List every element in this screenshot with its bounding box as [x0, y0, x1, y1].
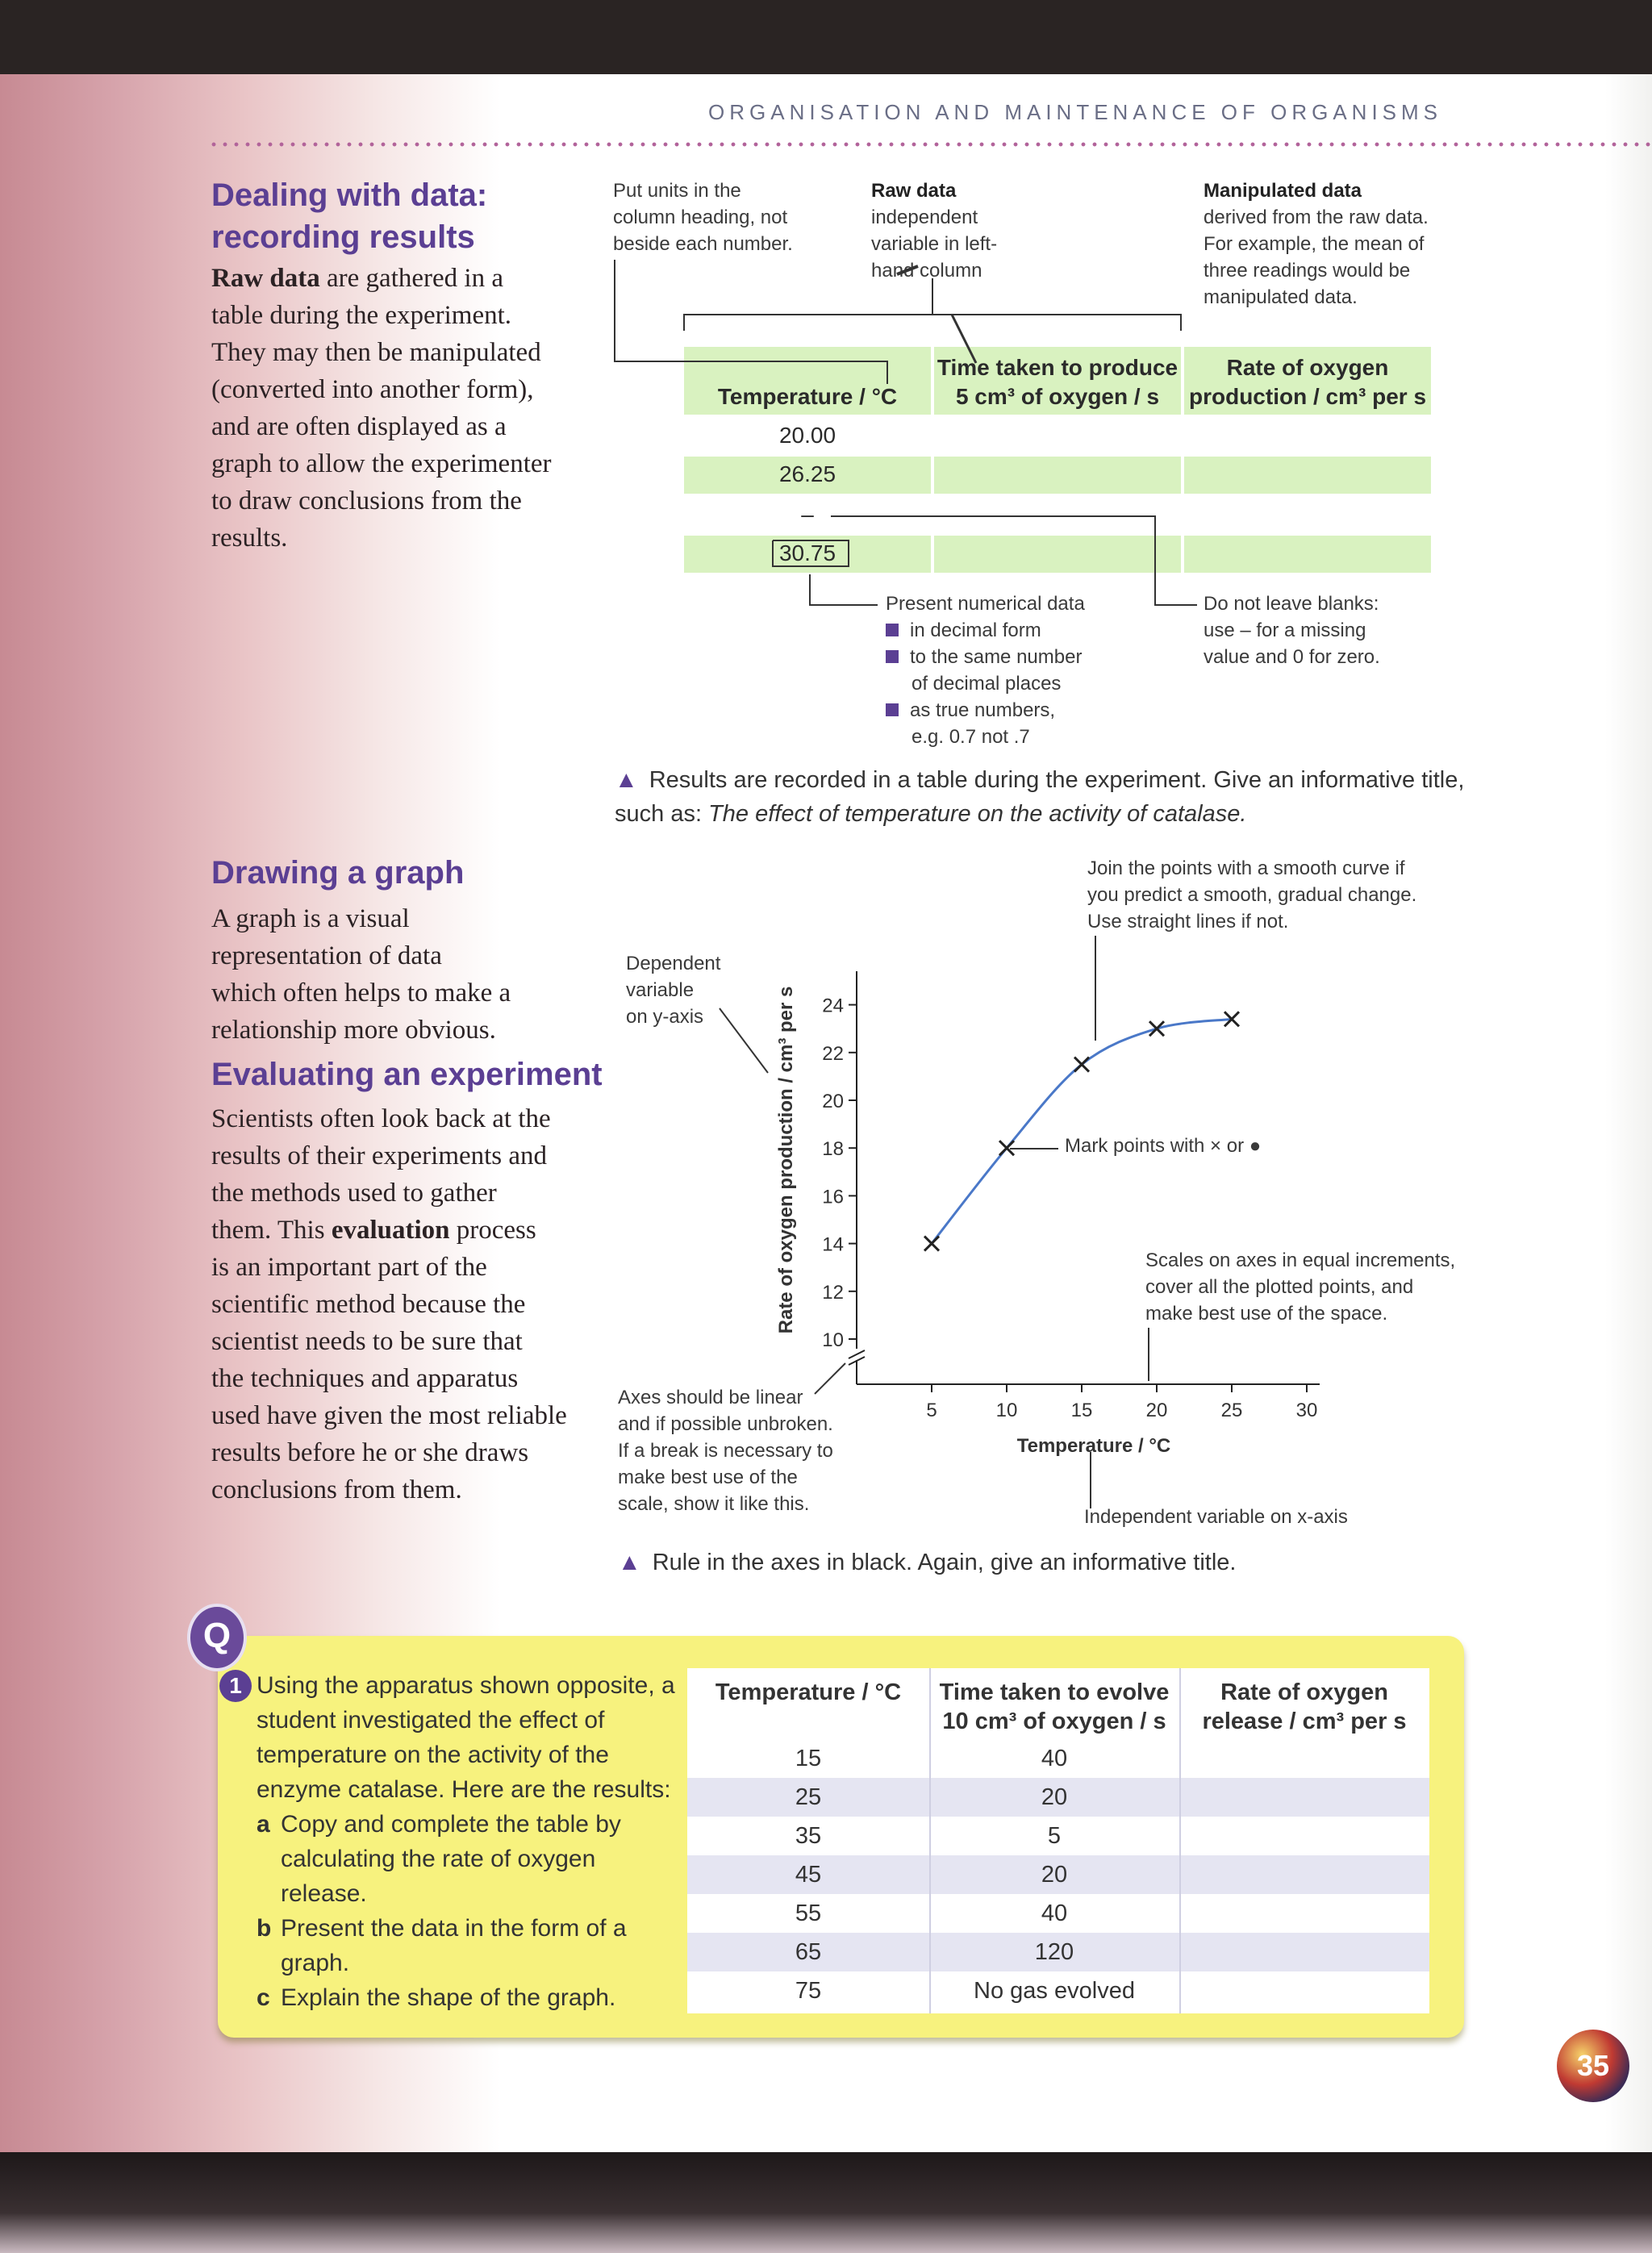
question-line: enzyme catalase. Here are the results: — [257, 1776, 671, 1803]
data-curve — [932, 1019, 1232, 1243]
heading-drawing-graph: Drawing a graph — [211, 855, 465, 891]
text-line: the methods used to gather — [211, 1179, 497, 1208]
y-axis-label: Rate of oxygen production / cm³ per s — [775, 986, 797, 1334]
scan-edge — [0, 2152, 1652, 2253]
note-line: hand column — [871, 260, 982, 282]
triangle-icon: ▲ — [615, 767, 638, 793]
column-divider — [929, 1668, 931, 2013]
note-line: on y-axis — [626, 1006, 704, 1028]
note-line: If a break is necessary to — [618, 1440, 833, 1462]
question-line: Explain the shape of the graph. — [281, 1984, 616, 2011]
text-line: results before he or she draws — [211, 1438, 529, 1467]
caption-text: Rule in the axes in black. Again, give an informative title. — [652, 1550, 1237, 1575]
note-line: Join the points with a smooth curve if — [1087, 857, 1405, 879]
note-line: scale, show it like this. — [618, 1493, 810, 1515]
note-line: derived from the raw data. — [1204, 207, 1429, 228]
table-cell: 20 — [1041, 1862, 1068, 1888]
triangle-icon: ▲ — [618, 1550, 641, 1575]
chart-axes — [849, 971, 1320, 1384]
table-cell: 40 — [1041, 1900, 1068, 1926]
note-line: independent — [871, 207, 978, 228]
table-cell: No gas evolved — [974, 1978, 1135, 2004]
note-line: beside each number. — [613, 233, 793, 255]
bullet-text: as true numbers, — [910, 699, 1056, 721]
note-title: Present numerical data — [886, 593, 1085, 615]
independent-variable-note: Independent variable on x-axis — [1084, 1506, 1348, 1528]
page-number: 35 — [1557, 2030, 1629, 2102]
question-number: 1 — [219, 1670, 252, 1702]
running-head: ORGANISATION AND MAINTENANCE OF ORGANISMS — [708, 100, 1443, 124]
question-line: Present the data in the form of a — [281, 1915, 627, 1942]
note-line: Dependent — [626, 953, 721, 974]
caption-text: such as: — [615, 801, 702, 827]
note-title: Manipulated data — [1204, 180, 1362, 202]
bullet-text: to the same number — [910, 646, 1083, 668]
note-line: use – for a missing — [1204, 620, 1366, 641]
table-row — [687, 1739, 1429, 1778]
header-line: production / cm³ per s — [1188, 384, 1427, 409]
data-point-cross-marker — [924, 1237, 939, 1251]
table-row — [687, 1971, 1429, 2010]
caption-text: Results are recorded in a table during the experiment. Give an informative title, — [649, 767, 1465, 793]
note-line: variable in left- — [871, 233, 998, 255]
y-tick-label: 22 — [822, 1042, 844, 1065]
bullet-text: of decimal places — [912, 673, 1062, 695]
table-cell: 75 — [795, 1978, 822, 2004]
part-letter: c — [257, 1984, 270, 2011]
question-text — [257, 1668, 676, 1807]
qtable-header-temperature: Temperature / °C — [715, 1679, 902, 1705]
note-line: cover all the plotted points, and — [1145, 1276, 1414, 1298]
question-parts — [257, 1807, 676, 2015]
table-cell: 15 — [795, 1746, 822, 1771]
table-cell: 26.25 — [778, 461, 836, 486]
text-line: the techniques and apparatus — [211, 1364, 519, 1393]
chart-ticks — [822, 995, 1317, 1421]
header-line: Rate of oxygen — [1220, 1679, 1388, 1705]
y-tick-label: 10 — [822, 1329, 844, 1351]
note-line: For example, the mean of — [1204, 233, 1425, 255]
note-line: variable — [626, 979, 695, 1001]
y-tick-label: 24 — [822, 995, 844, 1017]
table-cell: 20.00 — [778, 423, 836, 448]
header-line: 10 cm³ of oxygen / s — [942, 1709, 1166, 1734]
x-tick-label: 15 — [1070, 1400, 1093, 1421]
x-tick-label: 25 — [1220, 1400, 1243, 1421]
text-line: results of their experiments and — [211, 1141, 548, 1170]
table-row — [687, 1855, 1429, 1894]
table-cell: 25 — [795, 1784, 822, 1810]
x-tick-label: 30 — [1295, 1400, 1318, 1421]
bullet-text: in decimal form — [910, 620, 1041, 641]
heading-line: recording results — [211, 219, 475, 255]
bold-term: evaluation — [331, 1216, 450, 1245]
table-row — [687, 1817, 1429, 1855]
question-table — [687, 1668, 1429, 2013]
table-cell: 30.75 — [778, 540, 836, 565]
question-line: temperature on the activity of the — [257, 1742, 609, 1768]
question-icon: Q — [190, 1607, 244, 1668]
table-row — [687, 1894, 1429, 1933]
note-title: Raw data — [871, 180, 957, 202]
note-line: make best use of the space. — [1145, 1303, 1388, 1325]
text-line: scientific method because the — [211, 1290, 526, 1319]
part-letter: b — [257, 1915, 272, 1942]
text-line: to draw conclusions from the — [211, 486, 522, 515]
text-line: (converted into another form), — [211, 375, 534, 404]
table-row — [687, 1933, 1429, 1971]
data-points — [924, 1012, 1239, 1250]
header-line: Rate of oxygen — [1226, 355, 1389, 380]
text-line: scientist needs to be sure that — [211, 1327, 523, 1356]
mark-points-note: Mark points with × or ● — [1065, 1135, 1262, 1157]
header-line: Time taken to evolve — [939, 1679, 1170, 1705]
table-cell: 40 — [1041, 1746, 1068, 1771]
table-cell: 65 — [795, 1939, 822, 1965]
x-tick-label: 10 — [995, 1400, 1018, 1421]
y-tick-label: 16 — [822, 1186, 844, 1208]
table-row — [687, 1778, 1429, 1817]
caption-italic: The effect of temperature on the activity of catalase. — [708, 801, 1247, 827]
text-line: table during the experiment. — [211, 301, 512, 330]
header-line: release / cm³ per s — [1202, 1709, 1407, 1734]
y-tick-label: 18 — [822, 1138, 844, 1161]
note-line: Axes should be linear — [618, 1387, 803, 1408]
text-line: A graph is a visual — [211, 904, 410, 933]
graph-caption — [618, 1546, 1237, 1579]
x-tick-label: 5 — [926, 1400, 937, 1421]
y-tick-label: 14 — [822, 1233, 844, 1256]
question-line: student investigated the effect of — [257, 1707, 605, 1734]
note-line: and if possible unbroken. — [618, 1413, 833, 1435]
header-line: Time taken to produce — [937, 355, 1179, 380]
y-tick-label: 12 — [822, 1281, 844, 1304]
qtable-header-rate — [1179, 1678, 1429, 1736]
text-span: process — [456, 1216, 536, 1245]
table-cell: 35 — [795, 1823, 822, 1849]
note-line: make best use of the — [618, 1467, 798, 1488]
qtable-header-time — [929, 1678, 1179, 1736]
table-cell: 20 — [1041, 1784, 1068, 1810]
question-line: Using the apparatus shown opposite, a — [257, 1672, 675, 1699]
note-line: Scales on axes in equal increments, — [1145, 1250, 1456, 1271]
column-divider — [1179, 1668, 1181, 2013]
x-axis-label: Temperature / °C — [1016, 1435, 1171, 1457]
note-line: Use straight lines if not. — [1087, 911, 1289, 932]
text-line: graph to allow the experimenter — [211, 449, 552, 478]
text-line: Scientists often look back at the — [211, 1104, 551, 1133]
data-point-cross-marker — [1074, 1058, 1089, 1072]
text-line: is an important part of the — [211, 1253, 487, 1282]
text-line: used have given the most reliable — [211, 1401, 567, 1430]
note-line: Do not leave blanks: — [1204, 593, 1379, 615]
question-line: graph. — [281, 1950, 350, 1976]
question-line: calculating the rate of oxygen — [281, 1846, 596, 1872]
data-point-cross-marker — [1149, 1021, 1164, 1036]
part-letter: a — [257, 1811, 270, 1838]
note-line: you predict a smooth, gradual change. — [1087, 884, 1417, 906]
text-line: are gathered in a — [327, 264, 503, 293]
text-line: representation of data — [211, 941, 442, 970]
table-cell: 55 — [795, 1900, 822, 1926]
question-line: release. — [281, 1880, 367, 1907]
text-line: They may then be manipulated — [211, 338, 541, 367]
table-cell: 5 — [1047, 1823, 1062, 1849]
note-line: three readings would be — [1204, 260, 1411, 282]
text-line: results. — [211, 524, 288, 553]
text-line: which often helps to make a — [211, 978, 511, 1008]
table-cell: 45 — [795, 1862, 822, 1888]
note-line: value and 0 for zero. — [1204, 646, 1380, 668]
note-line: column heading, not — [613, 207, 788, 228]
text-line: and are often displayed as a — [211, 412, 507, 441]
table-cell: – — [801, 502, 814, 527]
header-temperature: Temperature / °C — [717, 384, 898, 409]
header-line: 5 cm³ of oxygen / s — [955, 384, 1160, 409]
question-line: Copy and complete the table by — [281, 1811, 621, 1838]
bold-term: Raw data — [211, 264, 320, 293]
bullet-text: e.g. 0.7 not .7 — [912, 726, 1030, 748]
text-span: them. This — [211, 1216, 325, 1245]
x-tick-label: 20 — [1145, 1400, 1168, 1421]
y-tick-label: 20 — [822, 1091, 844, 1112]
text-line: conclusions from them. — [211, 1475, 462, 1504]
note-line: manipulated data. — [1204, 286, 1358, 308]
heading-evaluating: Evaluating an experiment — [211, 1057, 603, 1092]
text-line: relationship more obvious. — [211, 1016, 496, 1045]
table-cell: 120 — [1034, 1939, 1074, 1965]
heading-line: Dealing with data: — [211, 177, 488, 213]
note-line: Put units in the — [613, 180, 741, 202]
